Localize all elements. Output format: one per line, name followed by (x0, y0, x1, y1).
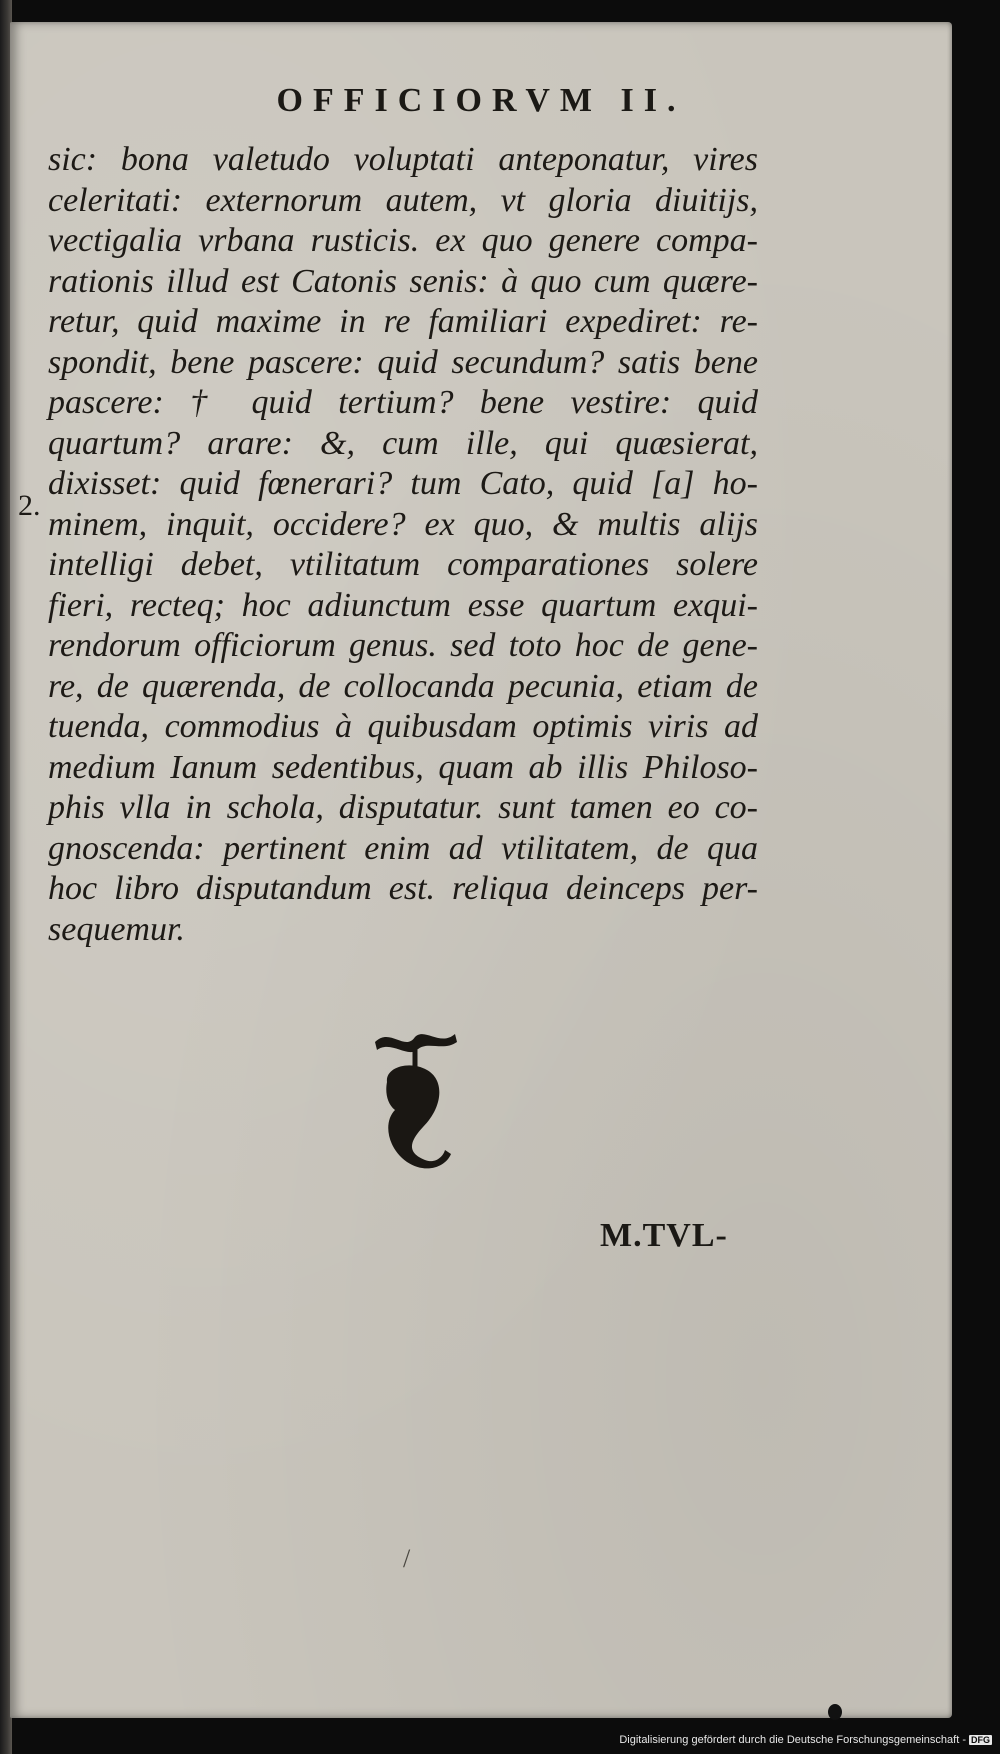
dfg-logo-icon: DFG (971, 1735, 990, 1745)
text-line: pascere: † quid tertium? bene vestire: quid (48, 384, 758, 421)
book-page (10, 22, 952, 1718)
text-line: rendorum officiorum genus. sed toto hoc de gene- (48, 627, 758, 664)
text-line: dixisset: quid fœnerari? tum Cato, quid [a] ho- (48, 465, 758, 502)
text-line: medium Ianum sedentibus, quam ab illis Philoso- (48, 748, 758, 786)
text-line: hoc libro disputandum est. reliqua deinceps per- (48, 870, 758, 907)
text-line: celeritati: externorum autem, vt gloria diuitijs, (48, 181, 758, 219)
text-line: quartum? arare: &, cum ille, qui quæsierat, (48, 424, 758, 462)
text-line: minem, inquit, occidere? ex quo, & multis alijs (48, 505, 758, 543)
text-line: sic: bona valetudo voluptati anteponatur, vires (48, 141, 758, 178)
text-line: rationis illud est Catonis senis: à quo cum quære- (48, 262, 758, 300)
catchword: M.TVL- (600, 1217, 728, 1254)
text-line: phis vlla in schola, disputatur. sunt tamen eo co- (48, 789, 758, 826)
credit-text: Digitalisierung gefördert durch die Deutsche Forschungsgemeinschaft - (619, 1734, 966, 1746)
text-line: vectigalia vrbana rusticis. ex quo genere compa- (48, 222, 758, 259)
text-line: fieri, recteq; hoc adiunctum esse quartum exqui- (48, 586, 758, 624)
digitization-credit (619, 1734, 992, 1746)
text-line: gnoscenda: pertinent enim ad vtilitatem, de qua (48, 829, 758, 867)
text-line: sequemur. (48, 910, 185, 948)
body-text (48, 140, 758, 950)
text-line: retur, quid maxime in re familiari expediret: re- (48, 303, 758, 340)
ink-blot (828, 1704, 842, 1720)
margin-note: 2. (18, 489, 41, 522)
text-line: spondit, bene pascere: quid secundum? satis bene (48, 343, 758, 381)
text-line: intelligi debet, vtilitatum comparationes solere (48, 546, 758, 583)
stray-pen-mark: / (403, 1544, 411, 1573)
text-line: tuenda, commodius à quibusdam optimis viris ad (48, 708, 758, 745)
text-line: re, de quærenda, de collocanda pecunia, etiam de (48, 667, 758, 705)
running-head: OFFICIORVM II. (276, 82, 686, 119)
fleuron-ornament-icon (365, 1022, 465, 1172)
